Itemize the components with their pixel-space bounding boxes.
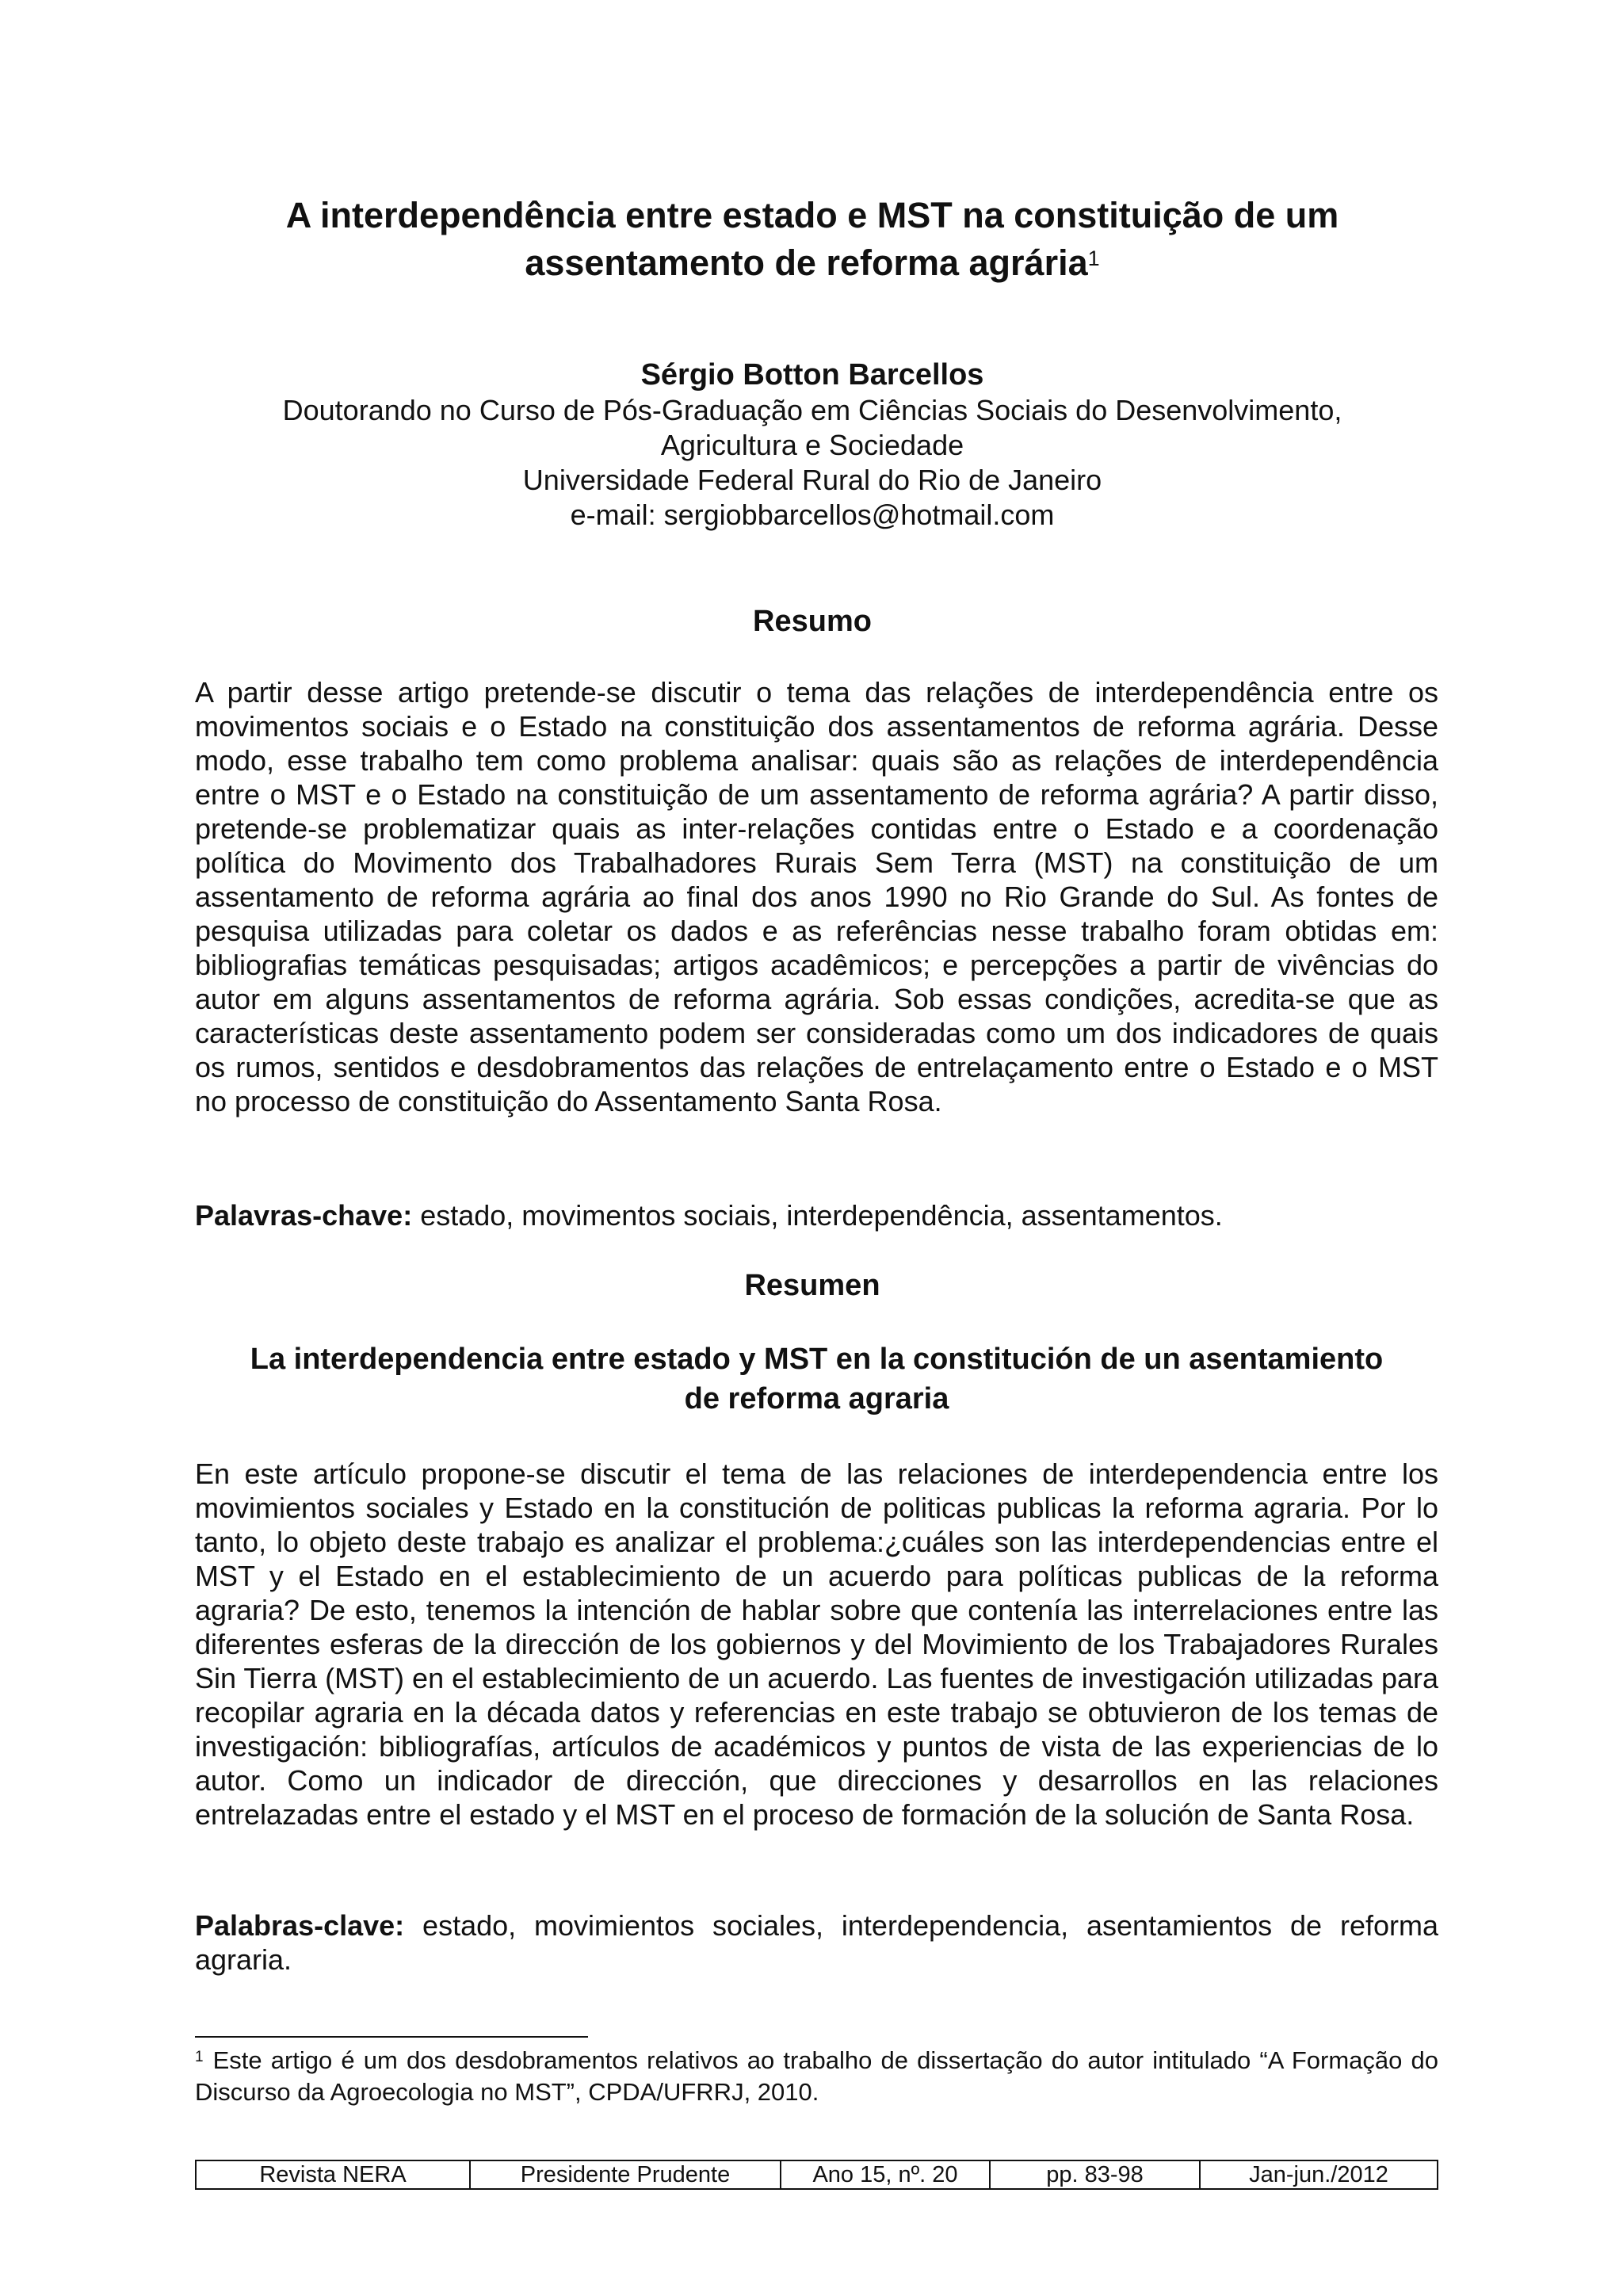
resumen-keywords bbox=[195, 1908, 1438, 1977]
footer-journal-name: Revista NERA bbox=[197, 2161, 471, 2188]
footer-pages: pp. 83-98 bbox=[991, 2161, 1201, 2188]
keywords-label: Palavras-chave: bbox=[195, 1199, 413, 1232]
affiliation-line: Universidade Federal Rural do Rio de Janeiro bbox=[522, 464, 1102, 496]
resumo-text: A partir desse artigo pretende-se discutir o tema das relações de interdependência entre os movimentos sociais e o Estado na constituição dos assentamentos de reforma agrária. Desse modo, esse trabalho tem como problema analisar: quais são as relações de interdependência entre o MST e o Estado na constituição de um assentamento de reforma agrária? A partir disso, pretende-se problematizar quais as inter-relações contidas entre o Estado e a coordenação política do Movimento dos Trabalhadores Rurais Sem Terra (MST) na constituição de um assentamento de reforma agrária ao final dos anos 1990 no Rio Grande do Sul. As fontes de pesquisa utilizadas para coletar os dados e as referências nesse trabalho foram obtidas em: bibliografias temáticas pesquisadas; artigos acadêmicos; e percepções a partir de vivências do autor em alguns assentamentos de reforma agrária. Sob essas condições, acredita-se que as características deste assentamento podem ser consideradas como um dos indicadores de quais os rumos, sentidos e desdobramentos das relações de entrelaçamento entre o Estado e o MST no processo de constituição do Assentamento Santa Rosa. bbox=[195, 676, 1438, 1117]
keywords-list: estado, movimientos sociales, interdependencia, asentamientos de reforma agraria. bbox=[195, 1909, 1438, 1976]
resumo-heading: Resumo bbox=[753, 605, 872, 638]
affiliation-line: Agricultura e Sociedade bbox=[660, 429, 964, 461]
footer-city: Presidente Prudente bbox=[471, 2161, 781, 2188]
article-title bbox=[195, 192, 1430, 287]
footer-volume: Ano 15, nº. 20 bbox=[781, 2161, 991, 2188]
keywords-list: estado, movimentos sociais, interdependência, assentamentos. bbox=[412, 1199, 1223, 1232]
author-name: Sérgio Botton Barcellos bbox=[640, 358, 984, 392]
journal-footer-table bbox=[195, 2160, 1438, 2190]
title-line-1: A interdependência entre estado e MST na constituição de um bbox=[285, 195, 1339, 235]
affiliation-line: Doutorando no Curso de Pós-Graduação em Ciências Sociais do Desenvolvimento, bbox=[282, 394, 1342, 426]
resumen-title-line-1: La interdependencia entre estado y MST en la constitución de un asentamiento bbox=[250, 1343, 1384, 1376]
author-block bbox=[195, 357, 1430, 533]
footer-date: Jan-jun./2012 bbox=[1249, 2162, 1388, 2187]
title-footnote-marker[interactable]: 1 bbox=[1087, 246, 1100, 270]
footnote-marker: 1 bbox=[195, 2049, 204, 2065]
author-email: e-mail: sergiobbarcellos@hotmail.com bbox=[570, 499, 1055, 531]
footnote-divider bbox=[195, 2036, 588, 2038]
title-line-2: assentamento de reforma agrária bbox=[525, 243, 1088, 283]
resumen-title-line-2: de reforma agraria bbox=[684, 1382, 949, 1415]
resumen-text: En este artículo propone-se discutir el tema de las relaciones de interdependencia entre los movimientos sociales y Estado en la constitución de politicas publicas la reforma agraria. Por lo tanto, lo objeto deste trabajo es analizar el problema:¿cuáles son las interdependencias entre el MST y el Estado en el establecimiento de un acuerdo para políticas publicas de la reforma agraria? De esto, tenemos la intención de hablar sobre que contenía las interrelaciones entre las diferentes esferas de la dirección de los gobiernos y del Movimiento de los Trabajadores Rurales Sin Tierra (MST) en el establecimiento de un acuerdo. Las fuentes de investigación utilizadas para recopilar agraria en la década datos y referencias en este trabajo se obtuvieron de los temas de investigación: bibliografías, artículos de académicos y puntos de vista de las experiencias de lo autor. Como un indicador de dirección, que direcciones y desarrollos en las relaciones entrelazadas entre el estado y el MST en el proceso de formación de la solución de Santa Rosa. bbox=[195, 1457, 1438, 1831]
resumen-heading: Resumen bbox=[744, 1269, 880, 1302]
footnote bbox=[195, 2045, 1438, 2108]
resumo-keywords bbox=[195, 1198, 1438, 1232]
keywords-label: Palabras-clave: bbox=[195, 1909, 405, 1942]
footnote-text: Este artigo é um dos desdobramentos relativos ao trabalho de dissertação do autor intitulado “A Formação do Discurso da Agroecologia no MST”, CPDA/UFRRJ, 2010. bbox=[195, 2046, 1438, 2106]
resumen-title bbox=[195, 1339, 1438, 1419]
